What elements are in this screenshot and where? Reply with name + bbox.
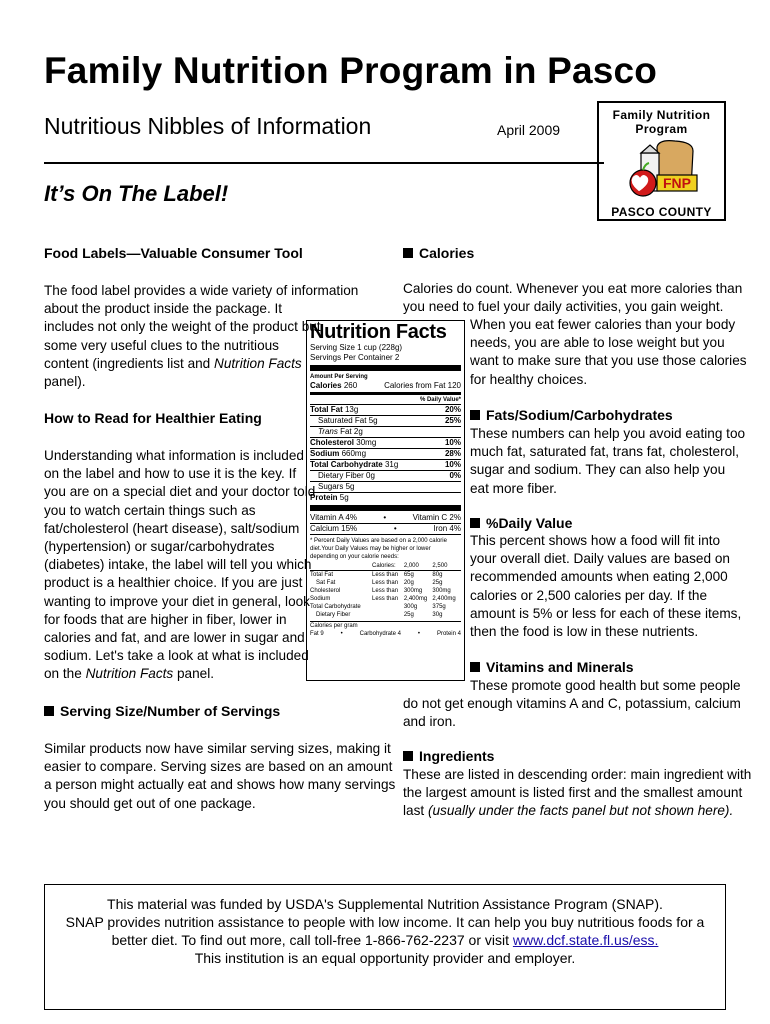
text-line (403, 802, 751, 820)
nf-footnote-line: * Percent Daily Values are based on a 2,000 calorie (310, 538, 447, 544)
text-line: calories or 2,500 calories per day. If the (470, 587, 708, 603)
footer-line (45, 931, 725, 949)
footer-line: SNAP provides nutrition assistance to people with low income. It can help you buy nutritious foods for a (65, 914, 705, 930)
nf-row (310, 427, 461, 437)
text-run: panel. (173, 666, 215, 682)
ingredients-heading (403, 748, 494, 764)
table-cell: 65g (403, 572, 414, 578)
text-line: some very useful clues to the nutritious (44, 337, 279, 353)
nf-calories-label: Calories (310, 381, 342, 390)
nf-dv-table-header (310, 562, 461, 571)
text-line: easier to compare. Serving sizes are based on an amount (44, 759, 393, 775)
table-cell: 25g (432, 580, 443, 586)
ingredients-body (403, 766, 751, 821)
table-cell: Total Fat (310, 572, 334, 578)
table-cell: 30g (432, 612, 443, 618)
table-row (310, 611, 461, 619)
text-line: needs, you are able to lose weight but you (470, 335, 725, 351)
nf-dot: • (383, 513, 387, 522)
text-line (44, 665, 315, 683)
issue-date: April 2009 (497, 122, 561, 138)
nf-servings-per-container: Servings Per Container 2 (310, 353, 400, 362)
square-bullet-icon (470, 662, 480, 672)
nf-row-dv: 20% (444, 405, 461, 414)
table-cell: Less than (372, 580, 399, 586)
nf-row-dv: 10% (444, 438, 461, 447)
fnp-food-icon (619, 139, 709, 201)
heading-text: Ingredients (419, 748, 495, 764)
text-line: includes not only the weight of the product but (44, 319, 321, 335)
nf-row (310, 416, 461, 426)
square-bullet-icon (403, 751, 413, 761)
text-run-italic: Nutrition Facts (85, 666, 174, 682)
nf-row (310, 471, 461, 481)
text-line: Understanding what information is included (44, 448, 304, 463)
text-line: (diabetes) intake, the label will tell you which (44, 557, 312, 573)
text-run: better diet. To find out more, call toll-free 1-866-762-2237 or visit (111, 932, 513, 948)
table-row (310, 595, 461, 603)
text-line: These are listed in descending order: main ingredient with (403, 767, 752, 782)
nf-amount-per-serving: Amount Per Serving (310, 374, 368, 380)
table-cell: 300mg (432, 588, 451, 594)
nf-title: Nutrition Facts (310, 321, 447, 343)
footer-line: This institution is an equal opportunity provider and employer. (194, 950, 576, 966)
nf-dot: • (393, 524, 397, 533)
text-line: a person might actually eat and shows how many servings (44, 777, 396, 793)
text-line: sodium. Let's take a look at what is included (44, 648, 309, 664)
table-cell: Calories: (372, 563, 396, 569)
text-line: When you eat fewer calories than your body (470, 317, 736, 332)
text-line: These numbers can help you avoid eating too (470, 426, 746, 441)
table-cell (372, 611, 404, 619)
nf-calories (310, 381, 357, 391)
text-line: then the food is low in these nutrients. (470, 624, 699, 640)
table-cell: Less than (372, 572, 399, 578)
text-line: about the product inside the package. It (44, 301, 283, 317)
heading-text: Vitamins and Minerals (486, 659, 634, 675)
heading-text: Fats/Sodium/Carbohydrates (486, 407, 673, 423)
logo-title (599, 108, 724, 136)
nf-row-label: Sugars (318, 482, 344, 491)
logo-county: PASCO COUNTY (611, 205, 712, 219)
text-line: you to watch certain things such as (44, 502, 256, 518)
nf-row-amount: 0g (366, 471, 375, 480)
table-row (310, 603, 461, 611)
nf-row-dv: 25% (444, 416, 461, 425)
text-line: you are on a special diet and your doctor told (44, 484, 316, 500)
nf-row-amount: 660mg (341, 449, 367, 458)
text-line: you need to fuel your daily activities, you gain weight. (403, 299, 724, 315)
nf-per-gram-fat: Fat 9 (310, 631, 324, 637)
food-labels-heading: Food Labels—Valuable Consumer Tool (44, 245, 303, 261)
text-line: Similar products now have similar serving sizes, making it (44, 741, 391, 756)
table-cell: 2,400mg (432, 596, 456, 602)
text-line: product is a healthier choice. If you are just (44, 575, 303, 591)
nf-vitamin-row (310, 513, 461, 523)
text-run: last (403, 803, 428, 819)
table-cell: 300g (403, 604, 418, 610)
vitamins-body-line1: These promote good health but some people (470, 678, 741, 693)
nf-row-dv: 10% (444, 460, 461, 469)
text-line: do not get enough vitamins A and C, potassium, calcium (403, 696, 741, 711)
square-bullet-icon (470, 410, 480, 420)
nf-calories-value: 260 (343, 381, 358, 390)
nf-vitamin-c: Vitamin C 2% (412, 513, 461, 522)
table-cell: 2,000 (403, 563, 419, 569)
nf-row-amount: 31g (384, 460, 399, 469)
text-line: your overall diet. Daily values are based on (470, 551, 730, 567)
nf-calcium: Calcium 15% (310, 524, 358, 533)
header-rule (44, 162, 604, 164)
nf-footnote (310, 537, 461, 561)
nf-row-label: Total Carbohydrate (310, 460, 383, 469)
table-row (310, 571, 461, 580)
newsletter-subtitle: Nutritious Nibbles of Information (44, 113, 372, 139)
heading-text: %Daily Value (486, 515, 573, 531)
table-cell (372, 603, 404, 611)
daily-value-body (470, 532, 741, 641)
text-line: want to make sure that you use those calories (470, 353, 747, 369)
nf-iron: Iron 4% (433, 524, 461, 533)
text-line: for foods that are higher in fiber, lower in (44, 611, 287, 627)
heading-text: Serving Size/Number of Servings (60, 703, 281, 719)
text-line: fat/cholesterol (heart disease), salt/sodium (44, 520, 300, 536)
text-line: The food label provides a wide variety of information (44, 283, 359, 298)
serving-body (44, 740, 395, 813)
text-line: recommended amounts when eating 2,000 (470, 569, 728, 585)
table-cell: 375g (432, 604, 446, 610)
nf-dv-table (310, 562, 461, 619)
read-heading: How to Read for Healthier Eating (44, 410, 262, 426)
text-line: calories and fat, and are lower in sugar and (44, 630, 305, 646)
nf-row (310, 449, 461, 459)
nf-row-label: Trans (318, 427, 338, 436)
table-cell: 20g (403, 580, 414, 586)
nf-divider (310, 505, 461, 511)
nf-footnote-line: depending on your calorie needs: (310, 554, 399, 560)
nf-divider (310, 392, 461, 395)
text-run-italic: (usually under the facts panel but not shown here). (427, 803, 734, 819)
text-line: eat more fiber. (470, 480, 557, 496)
table-cell: Sodium (310, 596, 331, 602)
table-cell: 80g (432, 572, 443, 578)
funding-disclaimer (44, 884, 726, 1010)
text-run: content (ingredients list and (44, 355, 215, 371)
text-line: wanting to improve your diet in general, look (44, 593, 310, 609)
heading-text: Calories (419, 245, 475, 261)
nf-row-label: Cholesterol (310, 438, 355, 447)
nf-per-gram-row (310, 630, 461, 638)
nf-per-gram-carb: Carbohydrate 4 (359, 631, 401, 637)
nf-divider (310, 534, 461, 535)
fats-body (470, 425, 745, 498)
dcf-website-link[interactable]: www.dcf.state.fl.us/ess. (512, 932, 659, 948)
nf-footnote-line: diet.Your Daily Values may be higher or lower (310, 546, 431, 552)
table-cell: 2,400mg (403, 596, 428, 602)
nf-row-amount: 30mg (356, 438, 377, 447)
nf-row-label: Protein (310, 493, 338, 502)
logo-badge-text: FNP (663, 175, 691, 191)
nf-per-gram: Calories per gram (310, 623, 358, 629)
nf-dot: • (340, 631, 343, 637)
table-cell: Total Carbohydrate (310, 604, 361, 610)
nf-row-label: Sodium (310, 449, 340, 458)
table-row (310, 579, 461, 587)
table-cell: Cholesterol (310, 588, 341, 594)
nf-row-amount: 5g (345, 482, 355, 491)
table-cell: Less than (372, 596, 399, 602)
nf-dv-header-text: % Daily Value* (419, 397, 461, 403)
table-cell: 300mg (403, 588, 423, 594)
read-body (44, 447, 315, 684)
issue-headline: It’s On The Label! (44, 181, 229, 206)
nf-row-amount: 13g (344, 405, 359, 414)
nutrition-facts-panel (306, 320, 465, 681)
square-bullet-icon (470, 518, 480, 528)
nf-row (310, 460, 461, 470)
nf-row (310, 405, 461, 415)
logo-title-line1: Family Nutrition (612, 108, 711, 122)
nf-divider (310, 365, 461, 371)
text-line: sugar and sodium. They can also help you (470, 462, 726, 478)
nf-calories-fat: Calories from Fat 120 (384, 381, 461, 390)
text-line: the largest amount is listed first and the smallest amount (403, 785, 743, 801)
nf-row-label: Dietary Fiber (318, 471, 364, 480)
text-run-italic: Nutrition Facts (214, 355, 302, 371)
square-bullet-icon (403, 248, 413, 258)
text-line: you should get out of one package. (44, 795, 256, 811)
logo-title-line2: Program (635, 122, 688, 136)
nf-row-amount: Fat 2g (340, 427, 363, 436)
vitamins-heading (470, 659, 634, 675)
text-line: panel). (44, 374, 86, 390)
nf-row-label: Saturated Fat (318, 416, 367, 425)
nf-row (310, 438, 461, 448)
text-run: on the (44, 666, 86, 682)
table-cell: Sat Fat (316, 580, 336, 586)
table-cell: 25g (403, 612, 414, 618)
nf-serving-size: Serving Size 1 cup (228g) (310, 343, 403, 352)
text-line: on the label and how to use it is the key. If (44, 466, 297, 482)
footer-line: This material was funded by USDA's Supplemental Nutrition Assistance Program (SNAP). (107, 896, 663, 912)
table-cell: Dietary Fiber (316, 612, 351, 618)
daily-value-heading (470, 515, 572, 531)
nf-row-amount: 5g (368, 416, 378, 425)
fats-heading (470, 407, 673, 423)
calories-heading (403, 245, 474, 261)
text-line: much fat, saturated fat, trans fat, cholesterol, (470, 444, 739, 460)
nf-row (310, 493, 461, 503)
nf-vitamin-a: Vitamin A 4% (310, 513, 357, 522)
nf-dot: • (417, 631, 421, 637)
nf-calories-row (310, 381, 461, 391)
nf-row-label: Total Fat (310, 405, 343, 414)
page-title: Family Nutrition Program in Pasco (44, 50, 658, 91)
fnp-logo (597, 101, 726, 221)
nf-mineral-row (310, 524, 461, 534)
calories-body (403, 280, 742, 316)
text-line: Calories do count. Whenever you eat more calories than (403, 281, 743, 296)
square-bullet-icon (44, 706, 54, 716)
nf-row (310, 482, 461, 492)
serving-heading (44, 703, 280, 719)
nf-row-amount: 5g (339, 493, 349, 502)
text-line: This percent shows how a food will fit into (470, 533, 721, 548)
text-line: amount is 5% or less for each of these items, (470, 605, 742, 621)
text-line: (hypertension) or sugar/carbohydrates (44, 539, 275, 555)
nf-dv-header (310, 396, 461, 404)
nf-row-dv: 28% (444, 449, 461, 458)
nf-per-gram-protein: Protein 4 (436, 631, 461, 637)
table-row (310, 587, 461, 595)
table-cell: 2,500 (432, 563, 448, 569)
text-line: for healthy choices. (470, 371, 588, 387)
calories-body-wrap (470, 316, 747, 389)
table-cell: Less than (372, 588, 399, 594)
text-line: and iron. (403, 714, 456, 730)
nf-row-dv: 0% (449, 471, 461, 480)
vitamins-body (403, 695, 741, 731)
